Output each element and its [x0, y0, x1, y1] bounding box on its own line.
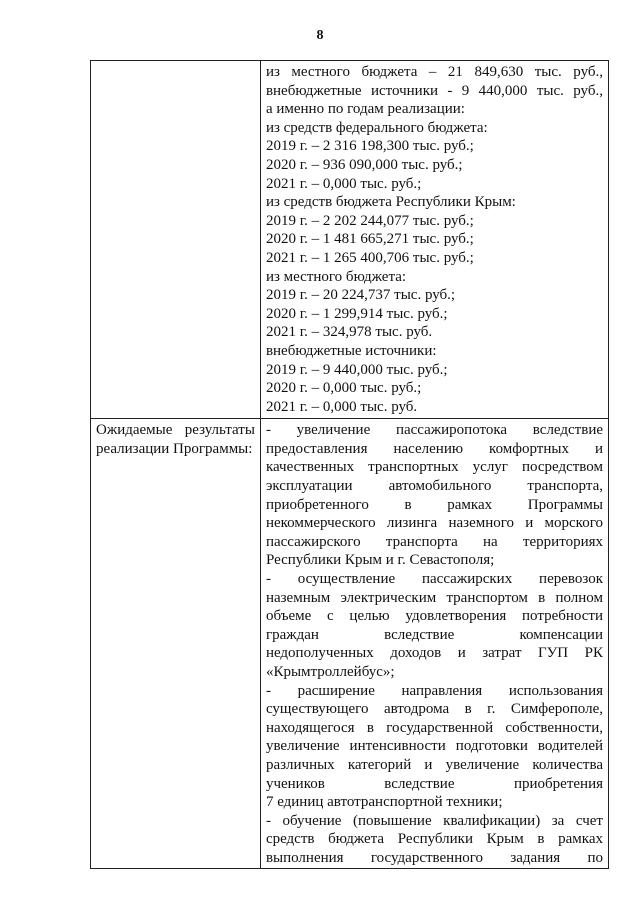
funding-content-cell: [260, 61, 608, 419]
result-line: Республики Крым и г. Севастополя;: [265, 552, 495, 569]
funding-line: 2020 г. – 1 481 665,271 тыс. руб.;: [265, 231, 474, 248]
result-line: учеников вследствие приобретения: [265, 775, 603, 792]
funding-label-cell: [91, 61, 261, 419]
result-line: - увеличение пассажиропотока вследствие: [265, 422, 603, 439]
page-number: 8: [316, 28, 324, 43]
funding-line: 2019 г. – 2 316 198,300 тыс. руб.;: [265, 138, 474, 155]
results-row: [91, 419, 609, 868]
funding-line: из местного бюджета:: [265, 268, 407, 285]
funding-line: 2021 г. – 0,000 тыс. руб.: [265, 398, 418, 415]
funding-line: 2019 г. – 2 202 244,077 тыс. руб.;: [265, 212, 474, 229]
result-line: предоставления населению комфортных и: [265, 440, 603, 457]
result-line: приобретенного в рамках Программы: [265, 496, 603, 513]
results-label: реализации Программы:: [96, 440, 253, 457]
result-line: пассажирского транспорта на территориях: [265, 533, 603, 550]
funding-line: а именно по годам реализации:: [265, 101, 465, 118]
result-line: находящегося в государственной собственности,: [265, 719, 603, 736]
results-content-cell: [260, 419, 608, 868]
result-line: наземным электрическим транспортом в полном: [265, 589, 603, 606]
funding-line: 2019 г. – 20 224,737 тыс. руб.;: [265, 287, 456, 304]
funding-row: [91, 61, 609, 419]
funding-line: внебюджетные источники:: [265, 342, 437, 359]
result-line: - обучение (повышение квалификации) за счет: [265, 812, 603, 829]
funding-line: из средств федерального бюджета:: [265, 119, 488, 136]
result-line: недополученных доходов и затрат ГУП РК: [265, 645, 603, 662]
result-line: некоммерческого лизинга наземного и морского: [265, 515, 603, 532]
result-line: эксплуатации автомобильного транспорта,: [265, 478, 603, 495]
result-line: выполнения государственного задания по: [265, 849, 603, 866]
result-line: граждан вследствие компенсации: [265, 626, 603, 643]
result-line: - осуществление пассажирских перевозок: [265, 571, 603, 588]
result-line: увеличение интенсивности подготовки водителей: [265, 738, 603, 755]
funding-line: 2020 г. – 1 299,914 тыс. руб.;: [265, 305, 448, 322]
funding-line: 2019 г. – 9 440,000 тыс. руб.;: [265, 361, 448, 378]
program-passport-table: [90, 60, 609, 869]
result-line: различных категорий и увеличение количества: [265, 756, 603, 773]
funding-line: из средств бюджета Республики Крым:: [265, 194, 516, 211]
funding-line: 2020 г. – 936 090,000 тыс. руб.;: [265, 156, 463, 173]
funding-line: 2021 г. – 1 265 400,706 тыс. руб.;: [265, 249, 474, 266]
result-line: 7 единиц автотранспортной техники;: [265, 794, 503, 811]
funding-line: 2021 г. – 0,000 тыс. руб.;: [265, 175, 422, 192]
result-line: существующего автодрома в г. Симферополе,: [265, 701, 603, 718]
funding-line: из местного бюджета – 21 849,630 тыс. руб.,: [265, 64, 603, 80]
funding-line: внебюджетные источники - 9 440,000 тыс. руб.,: [265, 82, 603, 99]
result-line: средств бюджета Республики Крым в рамках: [265, 831, 603, 848]
results-label: Ожидаемые результаты: [96, 422, 255, 439]
result-line: - расширение направления использования: [265, 682, 603, 699]
result-line: «Крымтроллейбус»;: [265, 664, 395, 680]
result-line: качественных транспортных услуг посредством: [265, 459, 603, 476]
funding-line: 2020 г. – 0,000 тыс. руб.;: [265, 380, 422, 397]
result-line: объеме с целью удовлетворения потребности: [265, 608, 603, 625]
results-label-cell: [91, 419, 261, 868]
funding-line: 2021 г. – 324,978 тыс. руб.: [265, 324, 433, 341]
